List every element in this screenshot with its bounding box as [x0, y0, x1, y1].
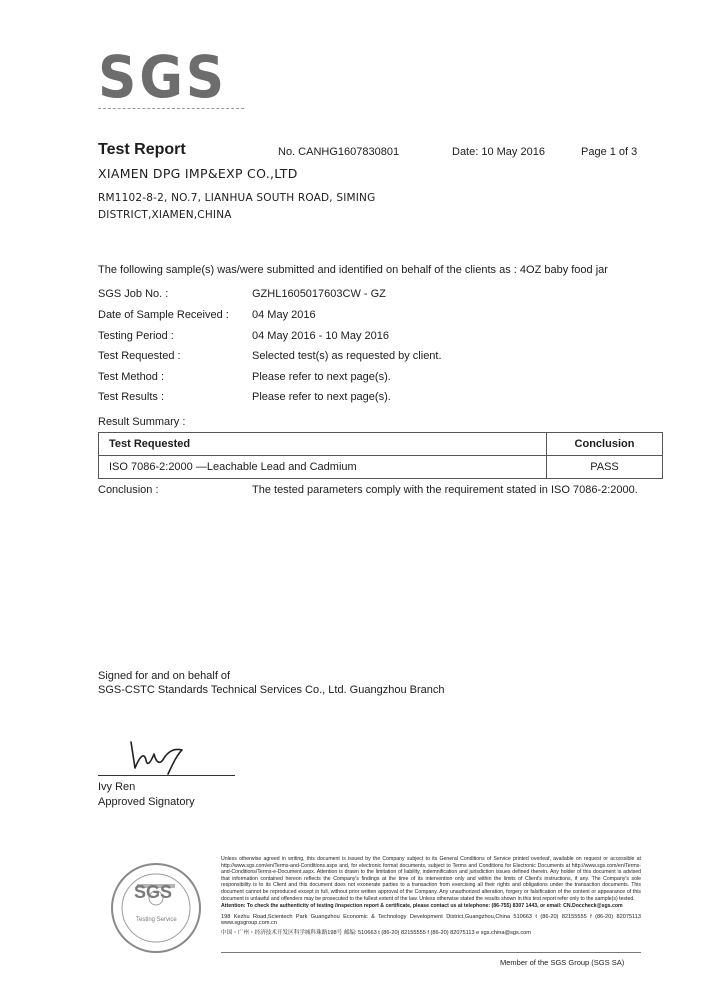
row-test-name: ISO 7086-2:2000 —Leachable Lead and Cadmium [99, 456, 547, 479]
header-conclusion: Conclusion [547, 433, 663, 456]
field-label-testing-period: Testing Period : [98, 330, 174, 342]
conclusion-text: The tested parameters comply with the requirement stated in ISO 7086-2:2000. [252, 484, 638, 496]
field-label-test-requested: Test Requested : [98, 350, 181, 362]
address-line-2: DISTRICT,XIAMEN,CHINA [98, 209, 232, 221]
field-value-date-received: 04 May 2016 [252, 309, 316, 321]
table-header-row [99, 433, 663, 456]
field-value-test-results: Please refer to next page(s). [252, 391, 391, 403]
disclaimer-text: Unless otherwise agreed in writing, this document is issued by the Company subject to its General Conditions of Service printed overleaf, available on request or accessible at http://www.sgs.com/en/Terms-and-Conditions.aspx and, for electronic format documents, subject to Terms and Conditions for Electronic Documents at http://www.sgs.com/en/Terms-and-Conditions/Terms-e-Document.aspx. Attention is drawn to the limitation of liability, indemnification and jurisdiction issues defined therein. Any holder of this document is advised that information contained hereon reflects the Company's findings at the time of its intervention only and within the limits of Client's instructions, if any. The Company's sole responsibility is to its Client and this document does not exonerate parties to a transaction from exercising all their rights and obligations under the transaction documents. This document cannot be reproduced except in full, without prior written approval of the Company. Any unauthorized alteration, forgery or falsification of the content or appearance of this document is unlawful and offenders may be prosecuted to the fullest extent of the law. Unless otherwise stated the results shown in this test report refer only to the sample(s) tested. [221, 856, 641, 902]
footer-address-cn: 中国・广州・经济技术开发区科学城科珠路198号 邮编: 510663 t (86-20) 82155555 f (86-20) 82075113 e sgs.china@sgs.com [221, 929, 531, 936]
result-summary-label: Result Summary : [98, 416, 186, 428]
signing-company: SGS-CSTC Standards Technical Services Co., Ltd. Guangzhou Branch [98, 684, 445, 696]
field-label-test-method: Test Method : [98, 371, 165, 383]
conclusion-label: Conclusion : [98, 484, 159, 496]
signatory-name: Ivy Ren [98, 781, 136, 793]
table-row [99, 456, 663, 479]
footer-address-en: 198 Kezhu Road,Scientech Park Guangzhou Economic & Technology Development District,Guangzhou,China 510663 t (86-20) 82155555 f (86-20) 82075113 www.sgsgroup.com.cn [221, 913, 641, 927]
report-date: Date: 10 May 2016 [452, 146, 545, 158]
page-number: Page 1 of 3 [581, 146, 638, 158]
field-value-job-no: GZHL1605017603CW - GZ [252, 288, 386, 300]
sgs-logo: SGS [98, 43, 227, 111]
footer-disclaimer [221, 856, 641, 937]
signed-on-behalf: Signed for and on behalf of [98, 670, 231, 682]
sgs-group-member: Member of the SGS Group (SGS SA) [500, 958, 625, 967]
result-summary-table [98, 432, 663, 479]
client-address [98, 190, 375, 224]
signature-line [98, 775, 235, 776]
stamp-center-text: SGS [134, 882, 173, 902]
intro-text: The following sample(s) was/were submitted and identified on behalf of the clients as : 4OZ baby food jar [98, 264, 608, 276]
signatory-role: Approved Signatory [98, 796, 195, 808]
report-title: Test Report [98, 141, 186, 158]
field-label-date-received: Date of Sample Received : [98, 309, 229, 321]
header-test-requested: Test Requested [99, 433, 547, 456]
field-label-job-no: SGS Job No. : [98, 288, 169, 300]
handwritten-signature [128, 738, 188, 776]
field-label-test-results: Test Results : [98, 391, 165, 403]
row-conclusion: PASS [547, 456, 663, 479]
address-line-1: RM1102-8-2, NO.7, LIANHUA SOUTH ROAD, SIMING [98, 192, 376, 204]
field-value-testing-period: 04 May 2016 - 10 May 2016 [252, 330, 389, 342]
field-value-test-requested: Selected test(s) as requested by client. [252, 350, 442, 362]
report-number: No. CANHG1607830801 [278, 146, 400, 158]
field-value-test-method: Please refer to next page(s). [252, 371, 391, 383]
logo-underline [98, 108, 244, 109]
footer-rule [221, 952, 641, 953]
attention-text: Attention: To check the authenticity of testing /inspection report & certificate, please contact us at telephone: (86-755) 8307 1443, or email: CN.Doccheck@sgs.com [221, 903, 623, 910]
client-name: XIAMEN DPG IMP&EXP CO.,LTD [98, 166, 298, 181]
stamp-service-text: Testing Service [136, 917, 177, 923]
